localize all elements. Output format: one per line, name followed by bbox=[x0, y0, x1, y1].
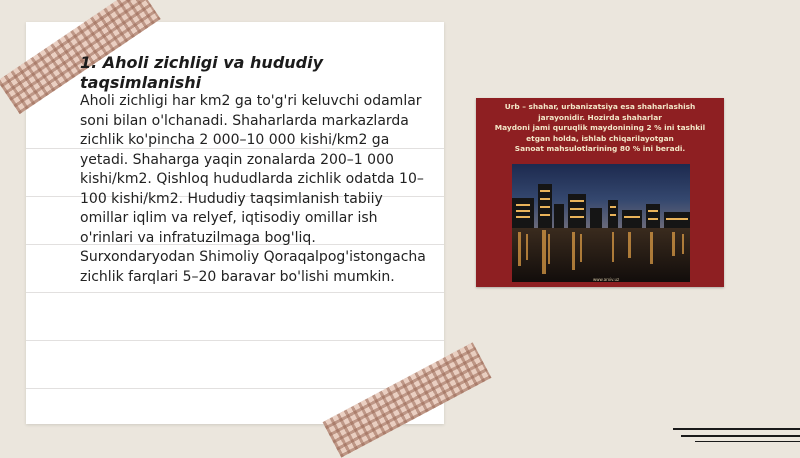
caption-line: Maydoni jami quruqlik maydonining 2 % ini tashkil bbox=[494, 123, 706, 132]
paper-rule-line bbox=[26, 388, 444, 389]
caption-line: Sanoat mahsulotlarining 80 % ini beradi. bbox=[514, 144, 686, 153]
decorative-line bbox=[681, 435, 800, 437]
caption-line: jarayonidir. Hozirda shaharlar bbox=[538, 112, 662, 122]
city-photo-card bbox=[476, 98, 724, 287]
caption-line: Urb – shahar, urbanizatsiya esa shaharlashish bbox=[504, 102, 696, 111]
decorative-line bbox=[695, 441, 800, 442]
decorative-lines bbox=[673, 426, 800, 444]
slide-body-text: Aholi zichligi har km2 ga to'g'ri keluvchi odamlar soni bilan o'lchanadi. Shaharlarda markazlarda zichlik ko'pincha 2 000–10 000 kishi/km2 ga yetadi. Shaharga yaqin zonalarda 200–1 000 kishi/km2. Qishloq hududlarda zichlik odatda 10–100 kishi/km2. Hududiy taqsimlanish tabiiy omillar iqlim va relyef, iqtisodiy omillar ish o'rinlari va infratuzilmaga bog'liq. Surxondaryodan Shimoliy Qoraqalpog'istongacha zichlik farqlari 5–20 baravar bo'lishi mumkin. bbox=[80, 93, 426, 285]
city-skyline-image bbox=[512, 164, 690, 282]
paper-rule-line bbox=[26, 340, 444, 341]
decorative-line bbox=[673, 428, 800, 430]
caption-line: etgan holda, ishlab chiqarilayotgan bbox=[526, 133, 674, 143]
slide-title: 1. Aholi zichligi va hududiy taqsimlanishi bbox=[80, 53, 324, 92]
city-skyline-drawing bbox=[512, 164, 690, 282]
paper-rule-line bbox=[26, 292, 444, 293]
photo-caption bbox=[480, 102, 720, 155]
photo-watermark: www.arxiv.uz bbox=[593, 277, 620, 282]
